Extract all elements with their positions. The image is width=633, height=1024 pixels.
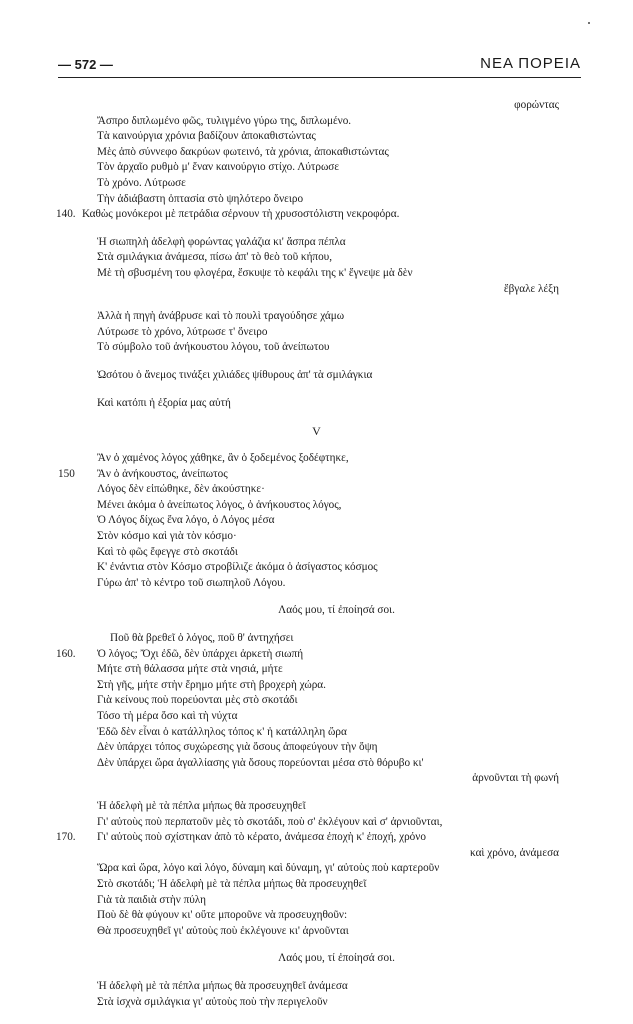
line-number: 170. xyxy=(56,831,76,844)
verse-line xyxy=(0,282,633,298)
verse-text: Ἄσπρο διπλωμένο φῶς, τυλιγμένο γύρω της, διπλωμένο. xyxy=(97,114,352,127)
verse-line xyxy=(0,908,633,924)
verse-text: Γιὰ κείνους ποὺ πορεύονται μὲς στὸ σκοτάδι xyxy=(97,694,298,707)
verse-line xyxy=(0,513,633,529)
section-numeral: V xyxy=(312,424,321,439)
carry-over: ἔβγαλε λέξη xyxy=(503,282,559,295)
verse-line xyxy=(0,979,633,995)
verse-line xyxy=(0,861,633,877)
verse-text: Μένει ἀκόμα ὁ ἀνείπωτος λόγος, ὁ ἀνήκουστος λόγος, xyxy=(97,498,342,511)
stanza-gap xyxy=(0,787,633,799)
stanza-gap xyxy=(0,297,633,309)
verse-line xyxy=(0,756,633,772)
verse-text: Ἂν ὁ χαμένος λόγος χάθηκε, ἂν ὁ ξοδεμένος ξοδέφτηκε, xyxy=(97,452,349,465)
verse-line xyxy=(0,709,633,725)
carry-over: φορώντας xyxy=(514,99,559,111)
page-mark xyxy=(588,22,590,24)
stanza-gap xyxy=(0,411,633,419)
verse-text: Καθὼς μονόκεροι μὲ πετράδια σέρνουν τὴ χρυσοστόλιστη νεκροφόρα. xyxy=(82,208,400,221)
verse-line xyxy=(0,576,633,592)
verse-text: Ὡσότου ὁ ἄνεμος τινάξει χιλιάδες ψίθυρους ἀπ' τὰ σμιλάγκια xyxy=(97,368,373,381)
verse-text: Ἡ σιωπηλὴ ἀδελφὴ φορώντας γαλάζια κι' ἄσπρα πέπλα xyxy=(97,235,346,248)
verse-text: Δὲν ὑπάρχει τόπος συχώρεσης γιὰ ὅσους ἀποφεύγουν τὴν ὄψη xyxy=(97,741,378,754)
verse-line xyxy=(0,482,633,498)
verse-text: Ποὺ δὲ θὰ φύγουν κι' οὔτε μποροῦνε νὰ προσευχηθοῦν: xyxy=(97,909,348,922)
verse-line xyxy=(0,560,633,576)
verse-line xyxy=(0,396,633,412)
refrain xyxy=(0,951,633,967)
verse-line xyxy=(0,176,633,192)
running-title: ΝΕΑ ΠΟΡΕΙΑ xyxy=(480,55,581,72)
verse-text: Στὴ γῆς, μήτε στὴν ἔρημο μήτε στὴ βροχερὴ χώρα. xyxy=(97,678,326,691)
verse-line xyxy=(0,725,633,741)
verse-text: Ὁ Λόγος δίχως ἕνα λόγο, ὁ Λόγος μέσα xyxy=(97,514,275,527)
stanza-gap xyxy=(0,443,633,451)
verse-text: Γι' αὐτοὺς ποὺ σχίστηκαν ἀπὸ τὸ κέρατο, ἀνάμεσα ἐποχὴ κ' ἐποχή, χρόνο xyxy=(97,831,426,844)
verse-text: Ἂν ὁ ἀνήκουστος, ἀνείπωτος xyxy=(97,467,228,480)
stanza-gap xyxy=(0,591,633,603)
verse-line xyxy=(0,368,633,384)
verse-line xyxy=(0,160,633,176)
poem-body xyxy=(0,98,633,1010)
verse-line xyxy=(0,631,633,647)
verse-text: Μήτε στὴ θάλασσα μήτε στὰ νησιά, μήτε xyxy=(97,663,283,676)
verse-line xyxy=(0,451,633,467)
verse-text: Μὲς ἀπὸ σύννεφο δακρύων φωτεινό, τὰ χρόνια, ἀποκαθιστώντας xyxy=(97,145,389,158)
refrain-text: Λαός μου, τί ἐποίησά σοι. xyxy=(278,952,395,965)
verse-text: Γιὰ τὰ παιδιὰ στὴν πύλη xyxy=(97,893,206,906)
verse-line xyxy=(0,498,633,514)
verse-text: Θὰ προσευχηθεῖ γι' αὐτοὺς ποὺ ἐκλέγουνε κι' ἀρνοῦνται xyxy=(97,924,349,937)
verse-text: Κ' ἐνάντια στὸν Κόσμο στροβίλιζε ἀκόμα ὁ ἀσίγαστος κόσμος xyxy=(97,561,378,574)
verse-text: Ἡ ἀδελφὴ μὲ τὰ πέπλα μήπως θὰ προσευχηθεῖ ἀνάμεσα xyxy=(97,979,348,992)
verse-line xyxy=(0,250,633,266)
verse-text: Καὶ τὸ φῶς ἔφεγγε στὸ σκοτάδι xyxy=(97,545,238,558)
line-number: 160. xyxy=(56,647,76,660)
refrain-text: Λαός μου, τί ἐποίησά σοι. xyxy=(278,604,395,617)
verse-line xyxy=(0,647,633,663)
verse-text: Ἐδῶ δὲν εἶναι ὁ κατάλληλος τόπος κ' ἡ κατάλληλη ὥρα xyxy=(97,725,347,738)
refrain xyxy=(0,603,633,619)
verse-text: Ἡ ἀδελφὴ μὲ τὰ πέπλα μήπως θὰ προσευχηθεῖ xyxy=(97,799,306,812)
verse-line xyxy=(0,98,633,114)
verse-line xyxy=(0,877,633,893)
verse-line xyxy=(0,235,633,251)
verse-text: Ποῦ θὰ βρεθεῖ ὁ λόγος, ποῦ θ' ἀντηχήσει xyxy=(110,632,294,645)
verse-line xyxy=(0,207,633,223)
verse-text: Μὲ τὴ σβυσμένη του φλογέρα, ἔσκυψε τὸ κεφάλι της κ' ἔγνεψε μὰ δὲν xyxy=(97,266,413,279)
verse-line xyxy=(0,893,633,909)
line-number: 150 xyxy=(58,467,75,480)
verse-text: Γι' αὐτοὺς ποὺ περπατοῦν μὲς τὸ σκοτάδι, ποὺ σ' ἐκλέγουν καὶ σ' ἀρνιοῦνται, xyxy=(97,815,443,828)
verse-line xyxy=(0,740,633,756)
verse-line xyxy=(0,662,633,678)
verse-line xyxy=(0,129,633,145)
verse-line xyxy=(0,771,633,787)
page-header xyxy=(58,55,581,78)
stanza-gap xyxy=(0,223,633,235)
verse-text: Τὴν ἀδιάβαστη ὀπτασία στὸ ψηλότερο ὄνειρο xyxy=(97,192,304,205)
section-heading xyxy=(0,419,633,443)
verse-text: Γύρω ἀπ' τὸ κέντρο τοῦ σιωπηλοῦ Λόγου. xyxy=(97,576,286,589)
verse-text: Τὰ καινούργια χρόνια βαδίζουν ἀποκαθιστώντας xyxy=(97,130,316,143)
verse-text: Τὸν ἀρχαῖο ρυθμὸ μ' ἕναν καινούργιο στίχο. Λύτρωσε xyxy=(97,161,340,174)
verse-text: Στὸν κόσμο καὶ γιὰ τὸν κόσμο· xyxy=(97,530,237,543)
verse-text: Στὸ σκοτάδι; Ἡ ἀδελφὴ μὲ τὰ πέπλα μήπως θὰ προσευχηθεῖ xyxy=(97,877,367,890)
stanza-gap xyxy=(0,967,633,979)
verse-line xyxy=(0,325,633,341)
verse-text: Ὁ λόγος; Ὄχι ἐδῶ, δὲν ὑπάρχει ἀρκετὴ σιωπή xyxy=(97,647,304,660)
verse-text: Ἀλλὰ ἡ πηγὴ ἀνάβρυσε καὶ τὸ πουλὶ τραγούδησε χάμω xyxy=(97,310,345,323)
verse-text: Τὸ χρόνο. Λύτρωσε xyxy=(97,176,186,189)
verse-text: Τὸ σύμβολο τοῦ ἀνήκουστου λόγου, τοῦ ἀνείπωτου xyxy=(97,341,330,354)
verse-line xyxy=(0,995,633,1011)
verse-line xyxy=(0,815,633,831)
stanza-gap xyxy=(0,939,633,951)
verse-text: Στὰ σμιλάγκια ἀνάμεσα, πίσω ἀπ' τὸ θεὸ τοῦ κήπου, xyxy=(97,251,332,264)
verse-line xyxy=(0,529,633,545)
verse-line xyxy=(0,145,633,161)
verse-text: Στὰ ἰσχνὰ σμιλάγκια γι' αὐτοὺς ποὺ τὴν περιγελοῦν xyxy=(97,995,328,1008)
verse-line xyxy=(0,799,633,815)
carry-over: ἀρνοῦνται τὴ φωνή xyxy=(472,772,559,785)
verse-line xyxy=(0,309,633,325)
page-number: — 572 — xyxy=(58,57,113,72)
verse-text: Δὲν ὑπάρχει ὥρα ἀγαλλίασης γιὰ ὅσους πορεύονται μέσα στὸ θόρυβο κι' xyxy=(97,756,424,769)
verse-text: Λόγος δὲν εἰπώθηκε, δὲν ἀκούστηκε· xyxy=(97,483,265,496)
verse-line xyxy=(0,830,633,846)
verse-line xyxy=(0,545,633,561)
verse-text: Καὶ κατόπι ἡ ἐξορία μας αὐτή xyxy=(97,396,231,409)
verse-line xyxy=(0,846,633,862)
verse-line xyxy=(0,114,633,130)
verse-line xyxy=(0,266,633,282)
verse-line xyxy=(0,924,633,940)
stanza-gap xyxy=(0,384,633,396)
verse-line xyxy=(0,693,633,709)
verse-line xyxy=(0,340,633,356)
stanza-gap xyxy=(0,619,633,631)
verse-line xyxy=(0,192,633,208)
carry-over: καὶ χρόνο, ἀνάμεσα xyxy=(470,846,559,859)
verse-text: Τόσο τὴ μέρα ὅσο καὶ τὴ νύχτα xyxy=(97,710,238,722)
verse-line xyxy=(0,467,633,483)
stanza-gap xyxy=(0,356,633,368)
verse-text: Λύτρωσε τὸ χρόνο, λύτρωσε τ' ὄνειρο xyxy=(97,325,268,338)
verse-line xyxy=(0,678,633,694)
line-number: 140. xyxy=(56,208,76,221)
verse-text: Ὥρα καὶ ὥρα, λόγο καὶ λόγο, δύναμη καὶ δύναμη, γι' αὐτοὺς ποὺ καρτεροῦν xyxy=(97,862,440,875)
